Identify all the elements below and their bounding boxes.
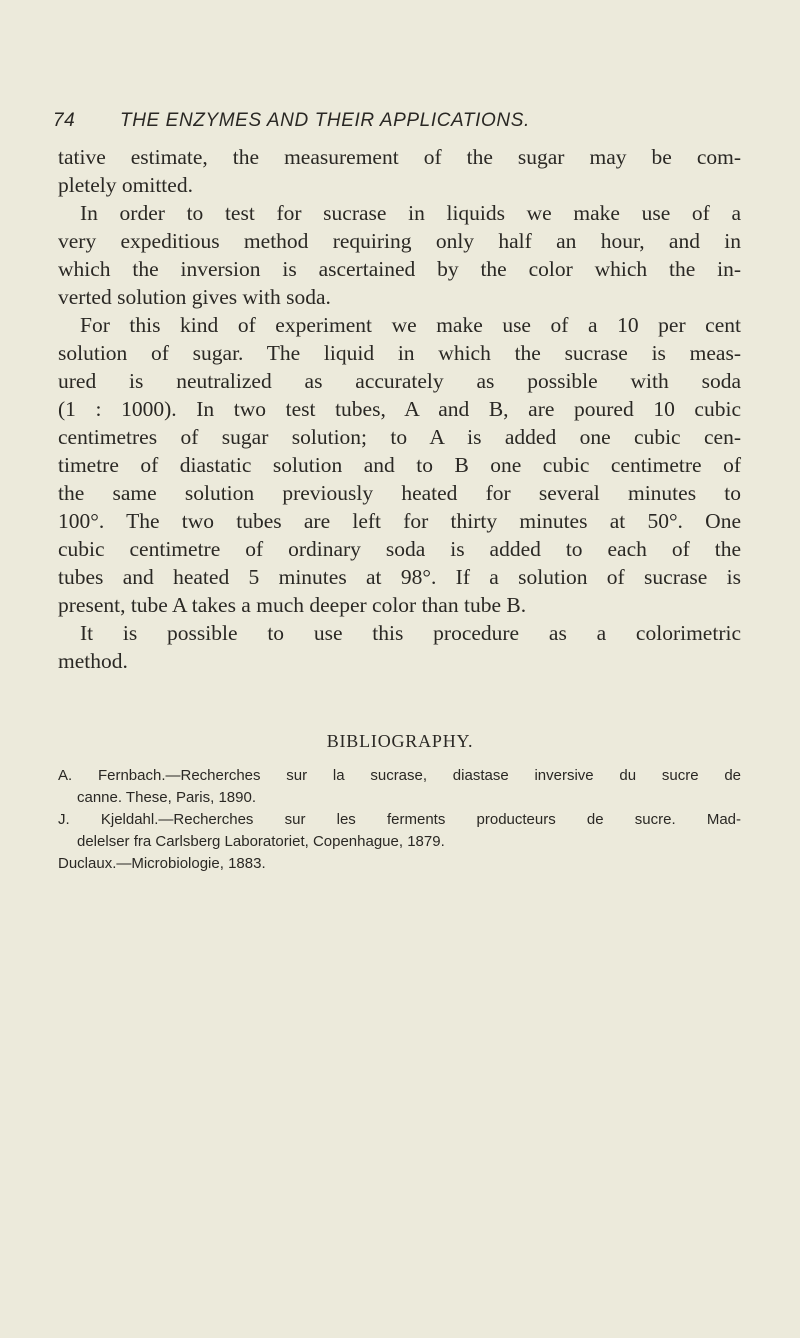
body-line: present, tube A takes a much deeper color than tube B. <box>58 593 527 617</box>
bibliography-entry-continued: canne. These, Paris, 1890. <box>77 789 257 806</box>
body-line: For this kind of experiment we make use of a 10 per cent <box>80 313 741 337</box>
body-line: pletely omitted. <box>58 173 193 197</box>
body-line: timetre of diastatic solution and to B one cubic centimetre of <box>58 453 741 477</box>
page-number: 74 <box>53 110 76 131</box>
running-title: THE ENZYMES AND THEIR APPLICATIONS. <box>120 110 530 131</box>
body-line: tubes and heated 5 minutes at 98°. If a solution of sucrase is <box>58 565 741 589</box>
body-line: (1 : 1000). In two test tubes, A and B, are poured 10 cubic <box>58 397 741 421</box>
body-line: solution of sugar. The liquid in which the sucrase is meas- <box>58 341 741 365</box>
bibliography-entry: Duclaux.—Microbiologie, 1883. <box>58 855 266 872</box>
body-line: cubic centimetre of ordinary soda is added to each of the <box>58 537 741 561</box>
body-line: which the inversion is ascertained by the color which the in- <box>58 257 741 281</box>
bibliography-entry-continued: delelser fra Carlsberg Laboratoriet, Copenhague, 1879. <box>77 833 445 850</box>
bibliography-heading: BIBLIOGRAPHY. <box>326 731 474 751</box>
body-line: 100°. The two tubes are left for thirty minutes at 50°. One <box>58 509 741 533</box>
body-line: centimetres of sugar solution; to A is added one cubic cen- <box>58 425 741 449</box>
body-line: It is possible to use this procedure as a colorimetric <box>80 621 741 645</box>
body-line: very expeditious method requiring only half an hour, and in <box>58 229 741 253</box>
body-line: verted solution gives with soda. <box>58 285 331 309</box>
body-line: the same solution previously heated for several minutes to <box>58 481 741 505</box>
bibliography-entry: J. Kjeldahl.—Recherches sur les ferments producteurs de sucre. Mad- <box>58 811 741 828</box>
bibliography-entry: A. Fernbach.—Recherches sur la sucrase, diastase inversive du sucre de <box>58 767 741 784</box>
body-line: ured is neutralized as accurately as possible with soda <box>58 369 741 393</box>
body-line: method. <box>58 649 128 673</box>
body-line: tative estimate, the measurement of the sugar may be com- <box>58 145 741 169</box>
body-line: In order to test for sucrase in liquids we make use of a <box>80 201 741 225</box>
